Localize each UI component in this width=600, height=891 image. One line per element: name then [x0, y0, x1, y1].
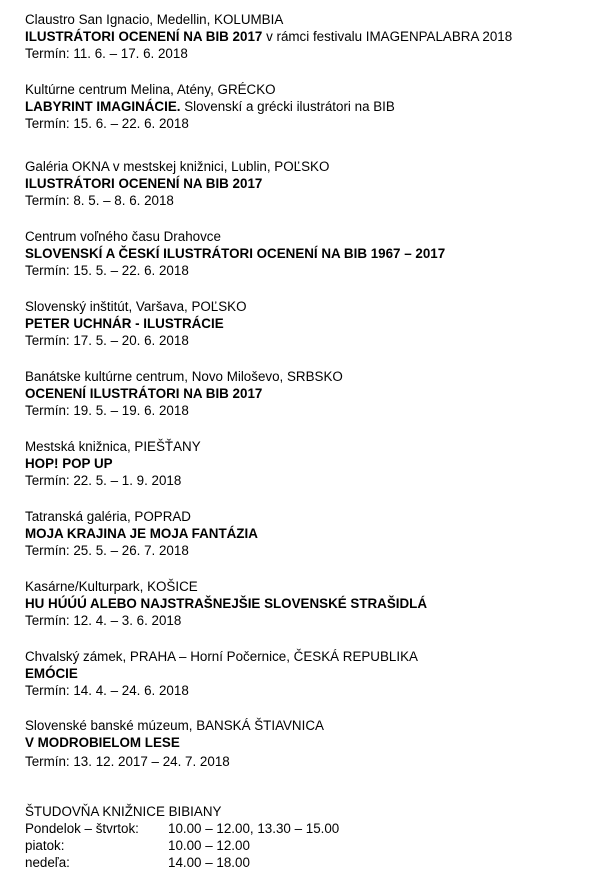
hours-time: 10.00 – 12.00, 13.30 – 15.00 — [168, 821, 340, 836]
hours-heading: ŠTUDOVŇA KNIŽNICE BIBIANY — [25, 804, 222, 819]
hours-time: 14.00 – 18.00 — [168, 855, 250, 870]
venue-line: Slovenské banské múzeum, BANSKÁ ŠTIAVNICA — [25, 718, 324, 733]
venue-line: Slovenský inštitút, Varšava, POĽSKO — [25, 299, 247, 314]
term-line: Termín: 11. 6. – 17. 6. 2018 — [25, 46, 188, 61]
title-line — [25, 665, 595, 682]
exhibition-entry — [25, 11, 595, 62]
exhibition-title: LABYRINT IMAGINÁCIE. — [25, 99, 181, 114]
exhibition-entry — [25, 648, 595, 699]
exhibition-title: ILUSTRÁTORI OCENENÍ NA BIB 2017 — [25, 29, 263, 44]
title-line — [25, 315, 595, 332]
venue-line: Chvalský zámek, PRAHA – Horní Počernice, ČESKÁ REPUBLIKA — [25, 649, 418, 664]
title-line — [25, 455, 595, 472]
hours-row — [25, 837, 595, 854]
venue-line: Kasárne/Kulturpark, KOŠICE — [25, 579, 198, 594]
exhibition-title: SLOVENSKÍ A ČESKÍ ILUSTRÁTORI OCENENÍ NA BIB 1967 – 2017 — [25, 246, 446, 261]
venue-line: Centrum voľného času Drahovce — [25, 229, 221, 244]
exhibition-title: OCENENÍ ILUSTRÁTORI NA BIB 2017 — [25, 386, 263, 401]
exhibition-entry — [25, 158, 595, 209]
exhibition-title-suffix: v rámci festivalu IMAGENPALABRA 2018 — [262, 29, 513, 44]
exhibition-entry — [25, 438, 595, 489]
term-line: Termín: 22. 5. – 1. 9. 2018 — [25, 473, 182, 488]
hours-row — [25, 820, 595, 837]
venue-line: Tatranská galéria, POPRAD — [25, 509, 191, 524]
term-line: Termín: 25. 5. – 26. 7. 2018 — [25, 543, 189, 558]
hours-row — [25, 854, 595, 871]
hours-day: piatok: — [25, 838, 65, 853]
title-line — [25, 385, 595, 402]
title-line — [25, 734, 595, 751]
venue-line: Banátske kultúrne centrum, Novo Miloševo, SRBSKO — [25, 369, 343, 384]
hours-day: nedeľa: — [25, 855, 70, 870]
exhibition-title-suffix: Slovenskí a grécki ilustrátori na BIB — [180, 99, 395, 114]
term-line: Termín: 14. 4. – 24. 6. 2018 — [25, 683, 189, 698]
exhibition-entry — [25, 298, 595, 349]
term-line: Termín: 15. 6. – 22. 6. 2018 — [25, 116, 189, 131]
exhibition-title: V MODROBIELOM LESE — [25, 735, 180, 750]
title-line — [25, 595, 595, 612]
exhibition-title: EMÓCIE — [25, 666, 78, 681]
term-line: Termín: 17. 5. – 20. 6. 2018 — [25, 333, 189, 348]
venue-line: Kultúrne centrum Melina, Atény, GRÉCKO — [25, 82, 276, 97]
term-line: Termín: 8. 5. – 8. 6. 2018 — [25, 193, 174, 208]
exhibition-title: MOJA KRAJINA JE MOJA FANTÁZIA — [25, 526, 258, 541]
reading-room-hours — [25, 803, 595, 871]
term-line: Termín: 12. 4. – 3. 6. 2018 — [25, 613, 182, 628]
hours-time: 10.00 – 12.00 — [168, 838, 250, 853]
term-line: Termín: 13. 12. 2017 – 24. 7. 2018 — [25, 754, 230, 769]
exhibition-entry — [25, 81, 595, 132]
exhibition-entry — [25, 228, 595, 279]
hours-day: Pondelok – štvrtok: — [25, 821, 139, 836]
venue-line: Claustro San Ignacio, Medellin, KOLUMBIA — [25, 12, 284, 27]
exhibition-entry — [25, 578, 595, 629]
term-line: Termín: 15. 5. – 22. 6. 2018 — [25, 263, 189, 278]
title-line — [25, 175, 595, 192]
title-line — [25, 245, 595, 262]
exhibition-entry — [25, 368, 595, 419]
exhibition-title: PETER UCHNÁR - ILUSTRÁCIE — [25, 316, 224, 331]
exhibition-title: ILUSTRÁTORI OCENENÍ NA BIB 2017 — [25, 176, 263, 191]
title-line — [25, 98, 595, 115]
title-line — [25, 28, 595, 45]
exhibition-entry — [25, 717, 595, 770]
exhibition-entry — [25, 508, 595, 559]
exhibition-title: HOP! POP UP — [25, 456, 113, 471]
term-line: Termín: 19. 5. – 19. 6. 2018 — [25, 403, 189, 418]
exhibition-title: HU HÚÚÚ ALEBO NAJSTRAŠNEJŠIE SLOVENSKÉ STRAŠIDLÁ — [25, 596, 428, 611]
title-line — [25, 525, 595, 542]
venue-line: Galéria OKNA v mestskej knižnici, Lublin, POĽSKO — [25, 159, 330, 174]
venue-line: Mestská knižnica, PIEŠŤANY — [25, 439, 201, 454]
